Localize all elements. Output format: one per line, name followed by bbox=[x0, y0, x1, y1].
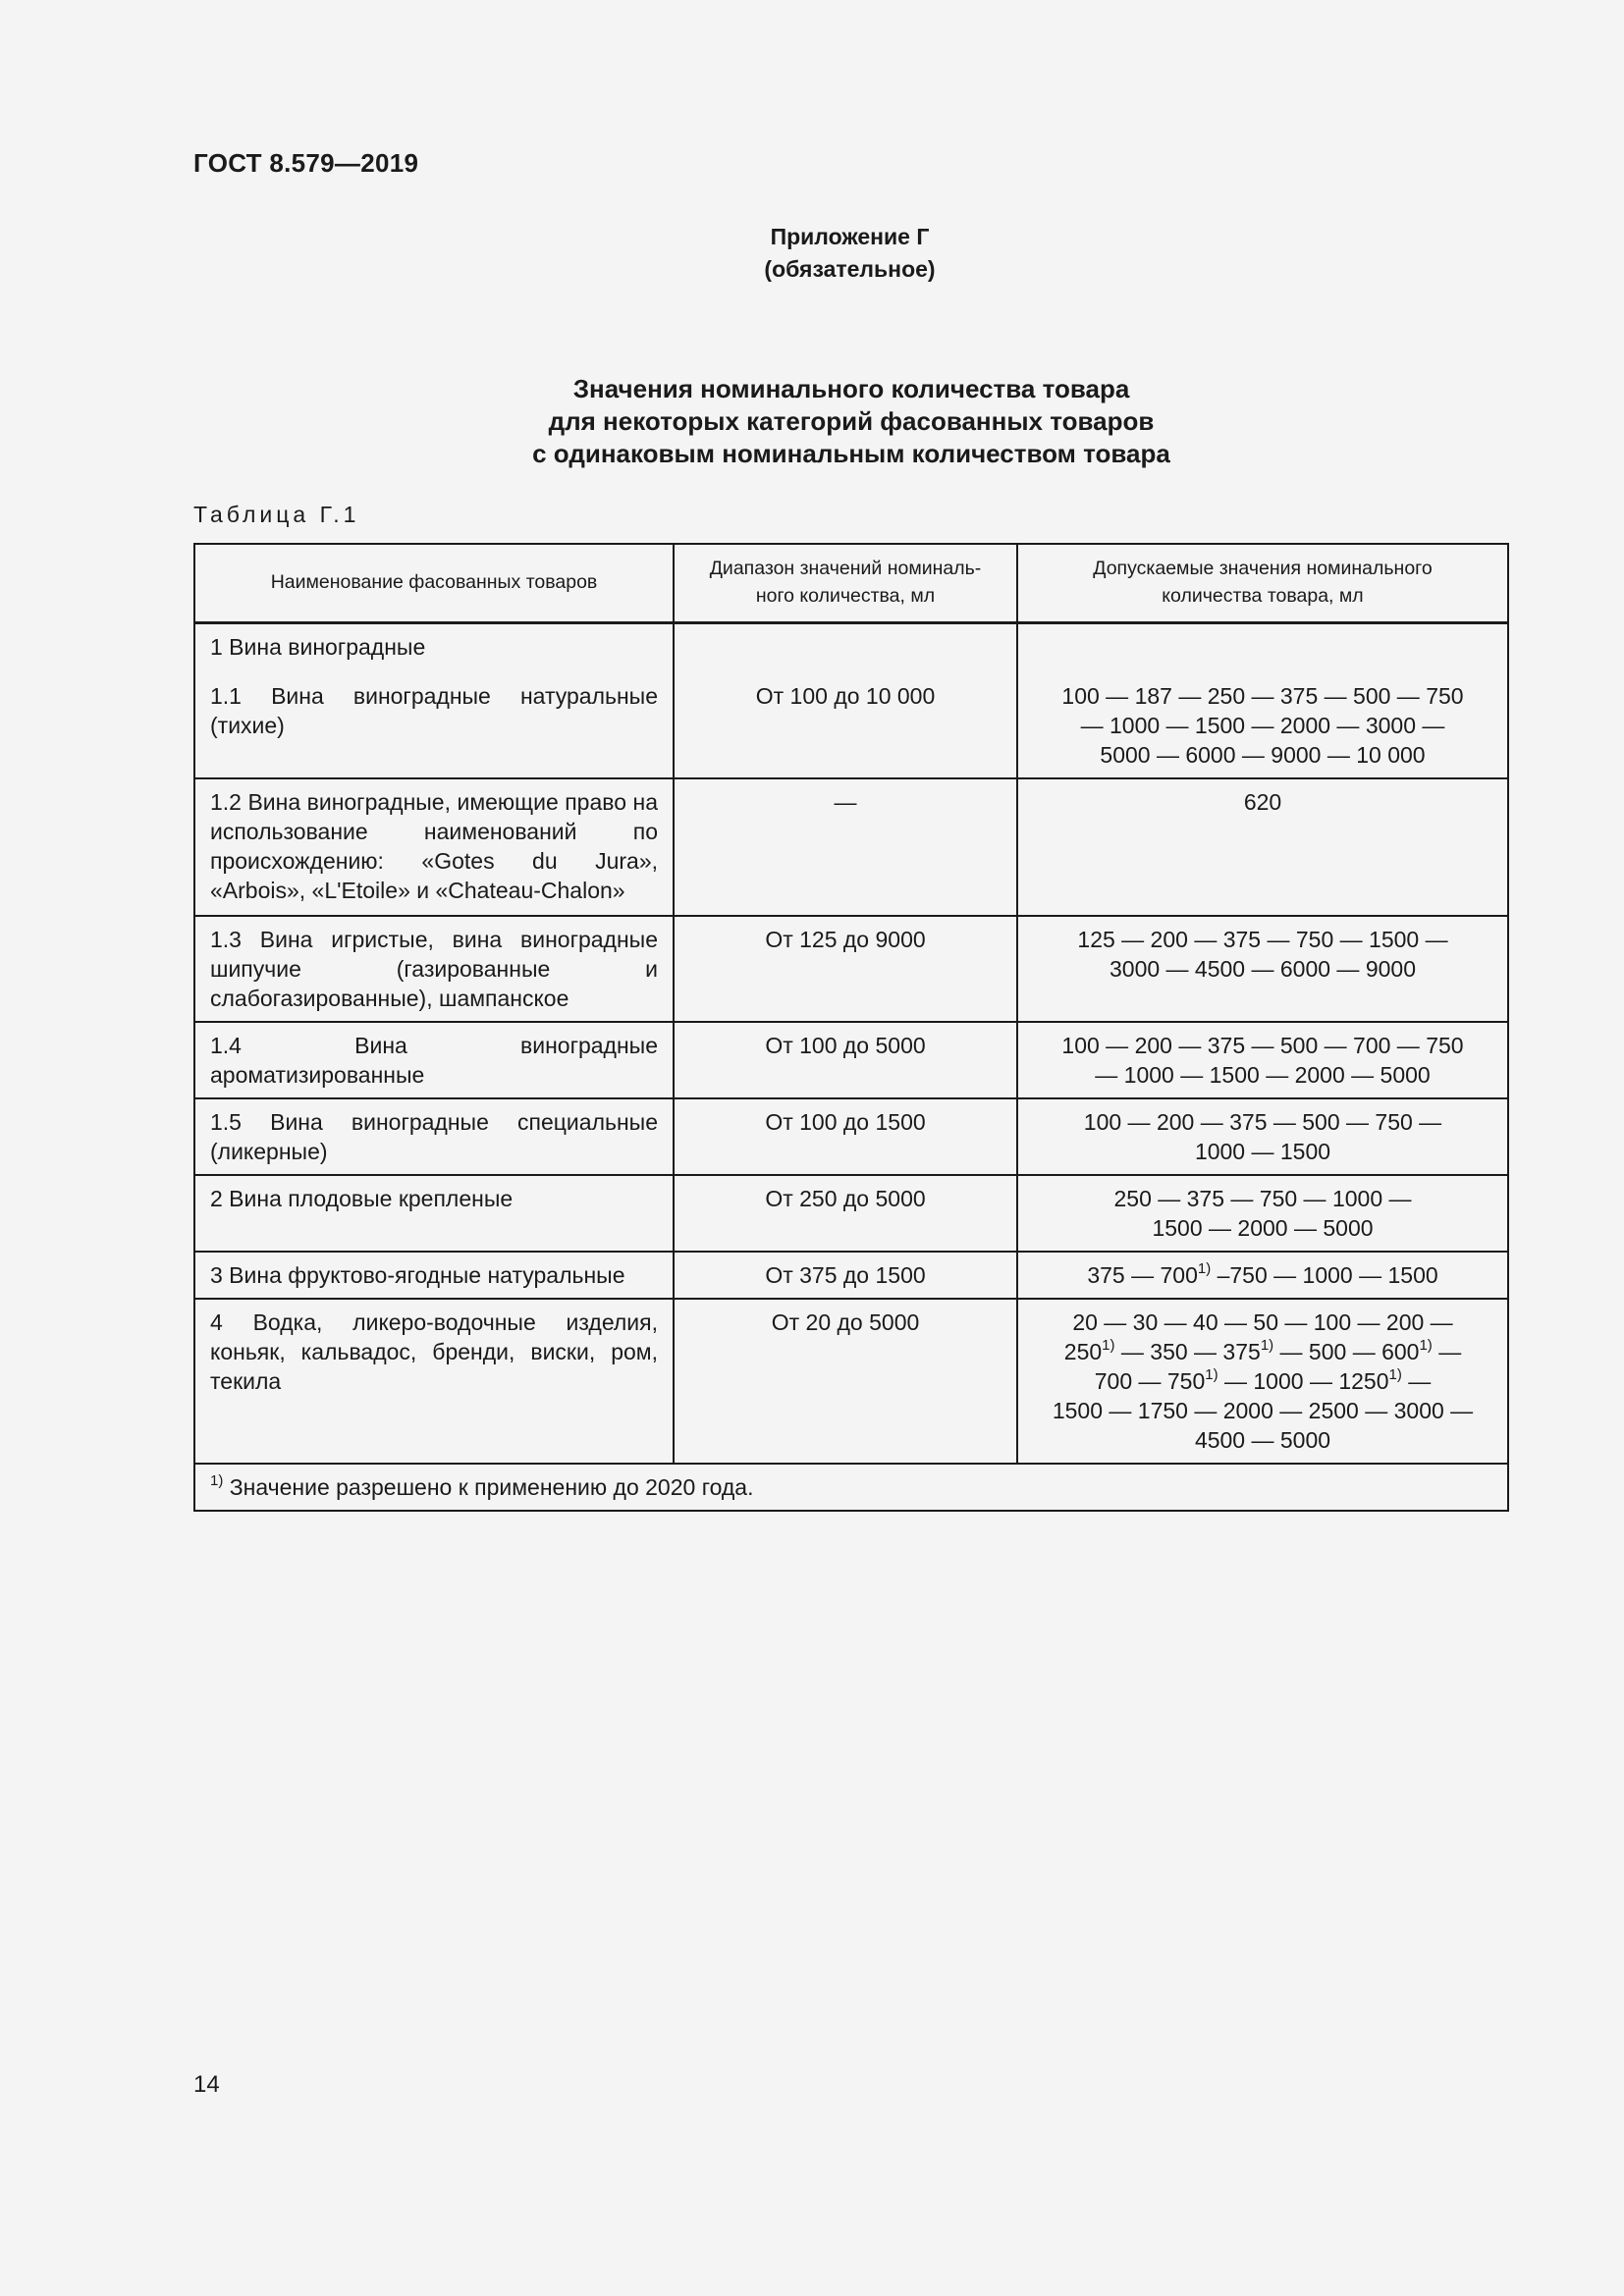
table-row bbox=[194, 1299, 1508, 1464]
cell-range: От 125 до 9000 bbox=[674, 916, 1017, 1022]
table-header-row bbox=[194, 544, 1508, 623]
appendix-status: (обязательное) bbox=[764, 256, 936, 282]
table-row bbox=[194, 1098, 1508, 1175]
standard-code: ГОСТ 8.579—2019 bbox=[193, 148, 419, 178]
group-label: 1 Вина виноградные bbox=[210, 634, 426, 660]
document-title bbox=[393, 373, 1310, 470]
title-line: Значения номинального количества товара bbox=[572, 374, 1130, 403]
column-header-values: Допускаемые значения номинального количества товара, мл bbox=[1017, 544, 1508, 623]
footnote-ref: 1) bbox=[1205, 1366, 1218, 1383]
column-header-range: Диапазон значений номиналь- ного количества, мл bbox=[674, 544, 1017, 623]
table-footnote-row bbox=[194, 1464, 1508, 1511]
cell-values: 620 bbox=[1017, 778, 1508, 916]
column-header-name: Наименование фасованных товаров bbox=[194, 544, 674, 623]
table-footnote bbox=[194, 1464, 1508, 1511]
cell-range: От 20 до 5000 bbox=[674, 1299, 1017, 1464]
title-line: с одинаковым номинальным количеством товара bbox=[532, 439, 1170, 468]
cell-name bbox=[194, 623, 674, 779]
page-number: 14 bbox=[193, 2071, 220, 2098]
table-row bbox=[194, 623, 1508, 779]
cell-values: 125 — 200 — 375 — 750 — 1500 — 3000 — 4500 — 6000 — 9000 bbox=[1017, 916, 1508, 1022]
cell-name: 1.2 Вина виноградные, имеющие право на использование наименований по происхождению: «Gotes du Jura», «Arbois», «L'Etoile» и «Chateau-Chalon» bbox=[194, 778, 674, 916]
item-name: 1.1 Вина виноградные натуральные (тихие) bbox=[210, 683, 658, 738]
cell-values: 100 — 200 — 375 — 500 — 700 — 750 — 1000 — 1500 — 2000 — 5000 bbox=[1017, 1022, 1508, 1098]
table-row bbox=[194, 778, 1508, 916]
footnote-ref: 1) bbox=[1197, 1260, 1212, 1277]
cell-name: 4 Водка, ликеро-водочные изделия, коньяк, кальвадос, бренди, виски, ром, текила bbox=[194, 1299, 674, 1464]
cell-values bbox=[1017, 1299, 1508, 1464]
footnote-text: Значение разрешено к применению до 2020 года. bbox=[223, 1474, 754, 1500]
cell-values: 100 — 200 — 375 — 500 — 750 — 1000 — 1500 bbox=[1017, 1098, 1508, 1175]
cell-range: — bbox=[674, 778, 1017, 916]
cell-values: 375 — 700$^{1)}$ –750 — 1000 — 1500 bbox=[1017, 1252, 1508, 1299]
table-row bbox=[194, 1252, 1508, 1299]
values-line: 700 — 750$^{1)}$ — 1000 — 1250$^{1)}$ — bbox=[1094, 1366, 1432, 1394]
table-row bbox=[194, 916, 1508, 1022]
table-row bbox=[194, 1022, 1508, 1098]
cell-name: 3 Вина фруктово-ягодные натуральные bbox=[194, 1252, 674, 1299]
appendix-title: Приложение Г bbox=[770, 224, 930, 249]
values-line: 1500 — 1750 — 2000 — 2500 — 3000 — bbox=[1052, 1398, 1474, 1423]
cell-name: 2 Вина плодовые крепленые bbox=[194, 1175, 674, 1252]
cell-values: 100 — 187 — 250 — 375 — 500 — 750 — 1000 — 1500 — 2000 — 3000 — 5000 — 6000 — 9000 — 10 000 bbox=[1017, 623, 1508, 779]
cell-range: От 375 до 1500 bbox=[674, 1252, 1017, 1299]
values-line: 250$^{1)}$ — 350 — 375$^{1)}$ — 500 — 600$^{1)}$ — bbox=[1063, 1337, 1462, 1364]
cell-name: 1.3 Вина игристые, вина виноградные шипучие (газированные и слабогазированные), шампанское bbox=[194, 916, 674, 1022]
cell-range: От 250 до 5000 bbox=[674, 1175, 1017, 1252]
footnote-ref: 1) bbox=[1260, 1337, 1274, 1354]
cell-name: 1.5 Вина виноградные специальные (ликерные) bbox=[194, 1098, 674, 1175]
footnote-mark: 1) bbox=[210, 1472, 224, 1489]
cell-range: От 100 до 5000 bbox=[674, 1022, 1017, 1098]
footnote-ref: 1) bbox=[1388, 1366, 1402, 1383]
cell-range: От 100 до 1500 bbox=[674, 1098, 1017, 1175]
cell-range: От 100 до 10 000 bbox=[674, 623, 1017, 779]
cell-name: 1.4 Вина виноградные ароматизированные bbox=[194, 1022, 674, 1098]
nominal-quantity-table bbox=[193, 543, 1509, 1512]
values-line: 20 — 30 — 40 — 50 — 100 — 200 — bbox=[1072, 1309, 1453, 1335]
cell-values: 250 — 375 — 750 — 1000 — 1500 — 2000 — 5000 bbox=[1017, 1175, 1508, 1252]
footnote-ref: 1) bbox=[1102, 1337, 1115, 1354]
values-line: 4500 — 5000 bbox=[1194, 1427, 1331, 1453]
table-caption: Таблица Г.1 bbox=[193, 502, 360, 527]
title-line: для некоторых категорий фасованных товаров bbox=[548, 406, 1155, 436]
table-row bbox=[194, 1175, 1508, 1252]
footnote-ref: 1) bbox=[1419, 1337, 1433, 1354]
